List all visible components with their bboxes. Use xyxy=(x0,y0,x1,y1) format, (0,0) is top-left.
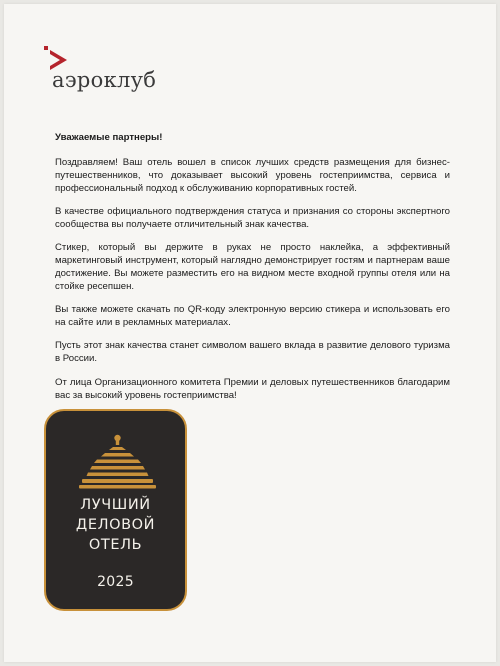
badge-line-1: ЛУЧШИЙ xyxy=(80,497,151,513)
badge-line-3: ОТЕЛЬ xyxy=(88,537,143,553)
paragraph-qr: Вы также можете скачать по QR-коду электронную версию стикера и использовать его на сайте или в рекламных материалах. xyxy=(55,304,450,329)
badge-line-2: ДЕЛОВОЙ xyxy=(75,517,156,533)
quality-badge xyxy=(44,409,187,611)
paragraph-status: В качестве официального подтверждения статуса и признания со стороны экспертного сообщества вы получаете отличительный знак качества. xyxy=(55,206,450,230)
paragraph-congrats: Поздравляем! Ваш отель вошел в список лучших средств размещения для бизнес-путешественников, что доказывает высокий уровень гостеприимства, сервиса и профессиональный подход к обслуживанию корпоративных гостей. xyxy=(55,156,450,194)
letter-body xyxy=(55,132,450,413)
paragraph-symbol: Пусть этот знак качества станет символом вашего вклада в развитие делового туризма в России. xyxy=(55,340,450,365)
greeting: Уважаемые партнеры! xyxy=(55,132,163,143)
brand-name: аэроклуб xyxy=(52,68,157,92)
paragraph-sticker: Стикер, который вы держите в руках не просто наклейка, а эффективный маркетинговый инструмент, который наглядно демонстрирует гостям и партнерам ваше достижение. Вы можете разместить его на видном месте входной группы отеля или на стойке ресепшен. xyxy=(55,242,450,292)
aeroclub-logo xyxy=(42,44,182,94)
service-bell-icon xyxy=(79,433,156,491)
badge-year: 2025 xyxy=(97,574,134,590)
paragraph-thanks: От лица Организационного комитета Премии и деловых путешественников благодарим вас за высокий уровень гостеприимства! xyxy=(55,376,450,401)
letter-page xyxy=(4,4,496,662)
